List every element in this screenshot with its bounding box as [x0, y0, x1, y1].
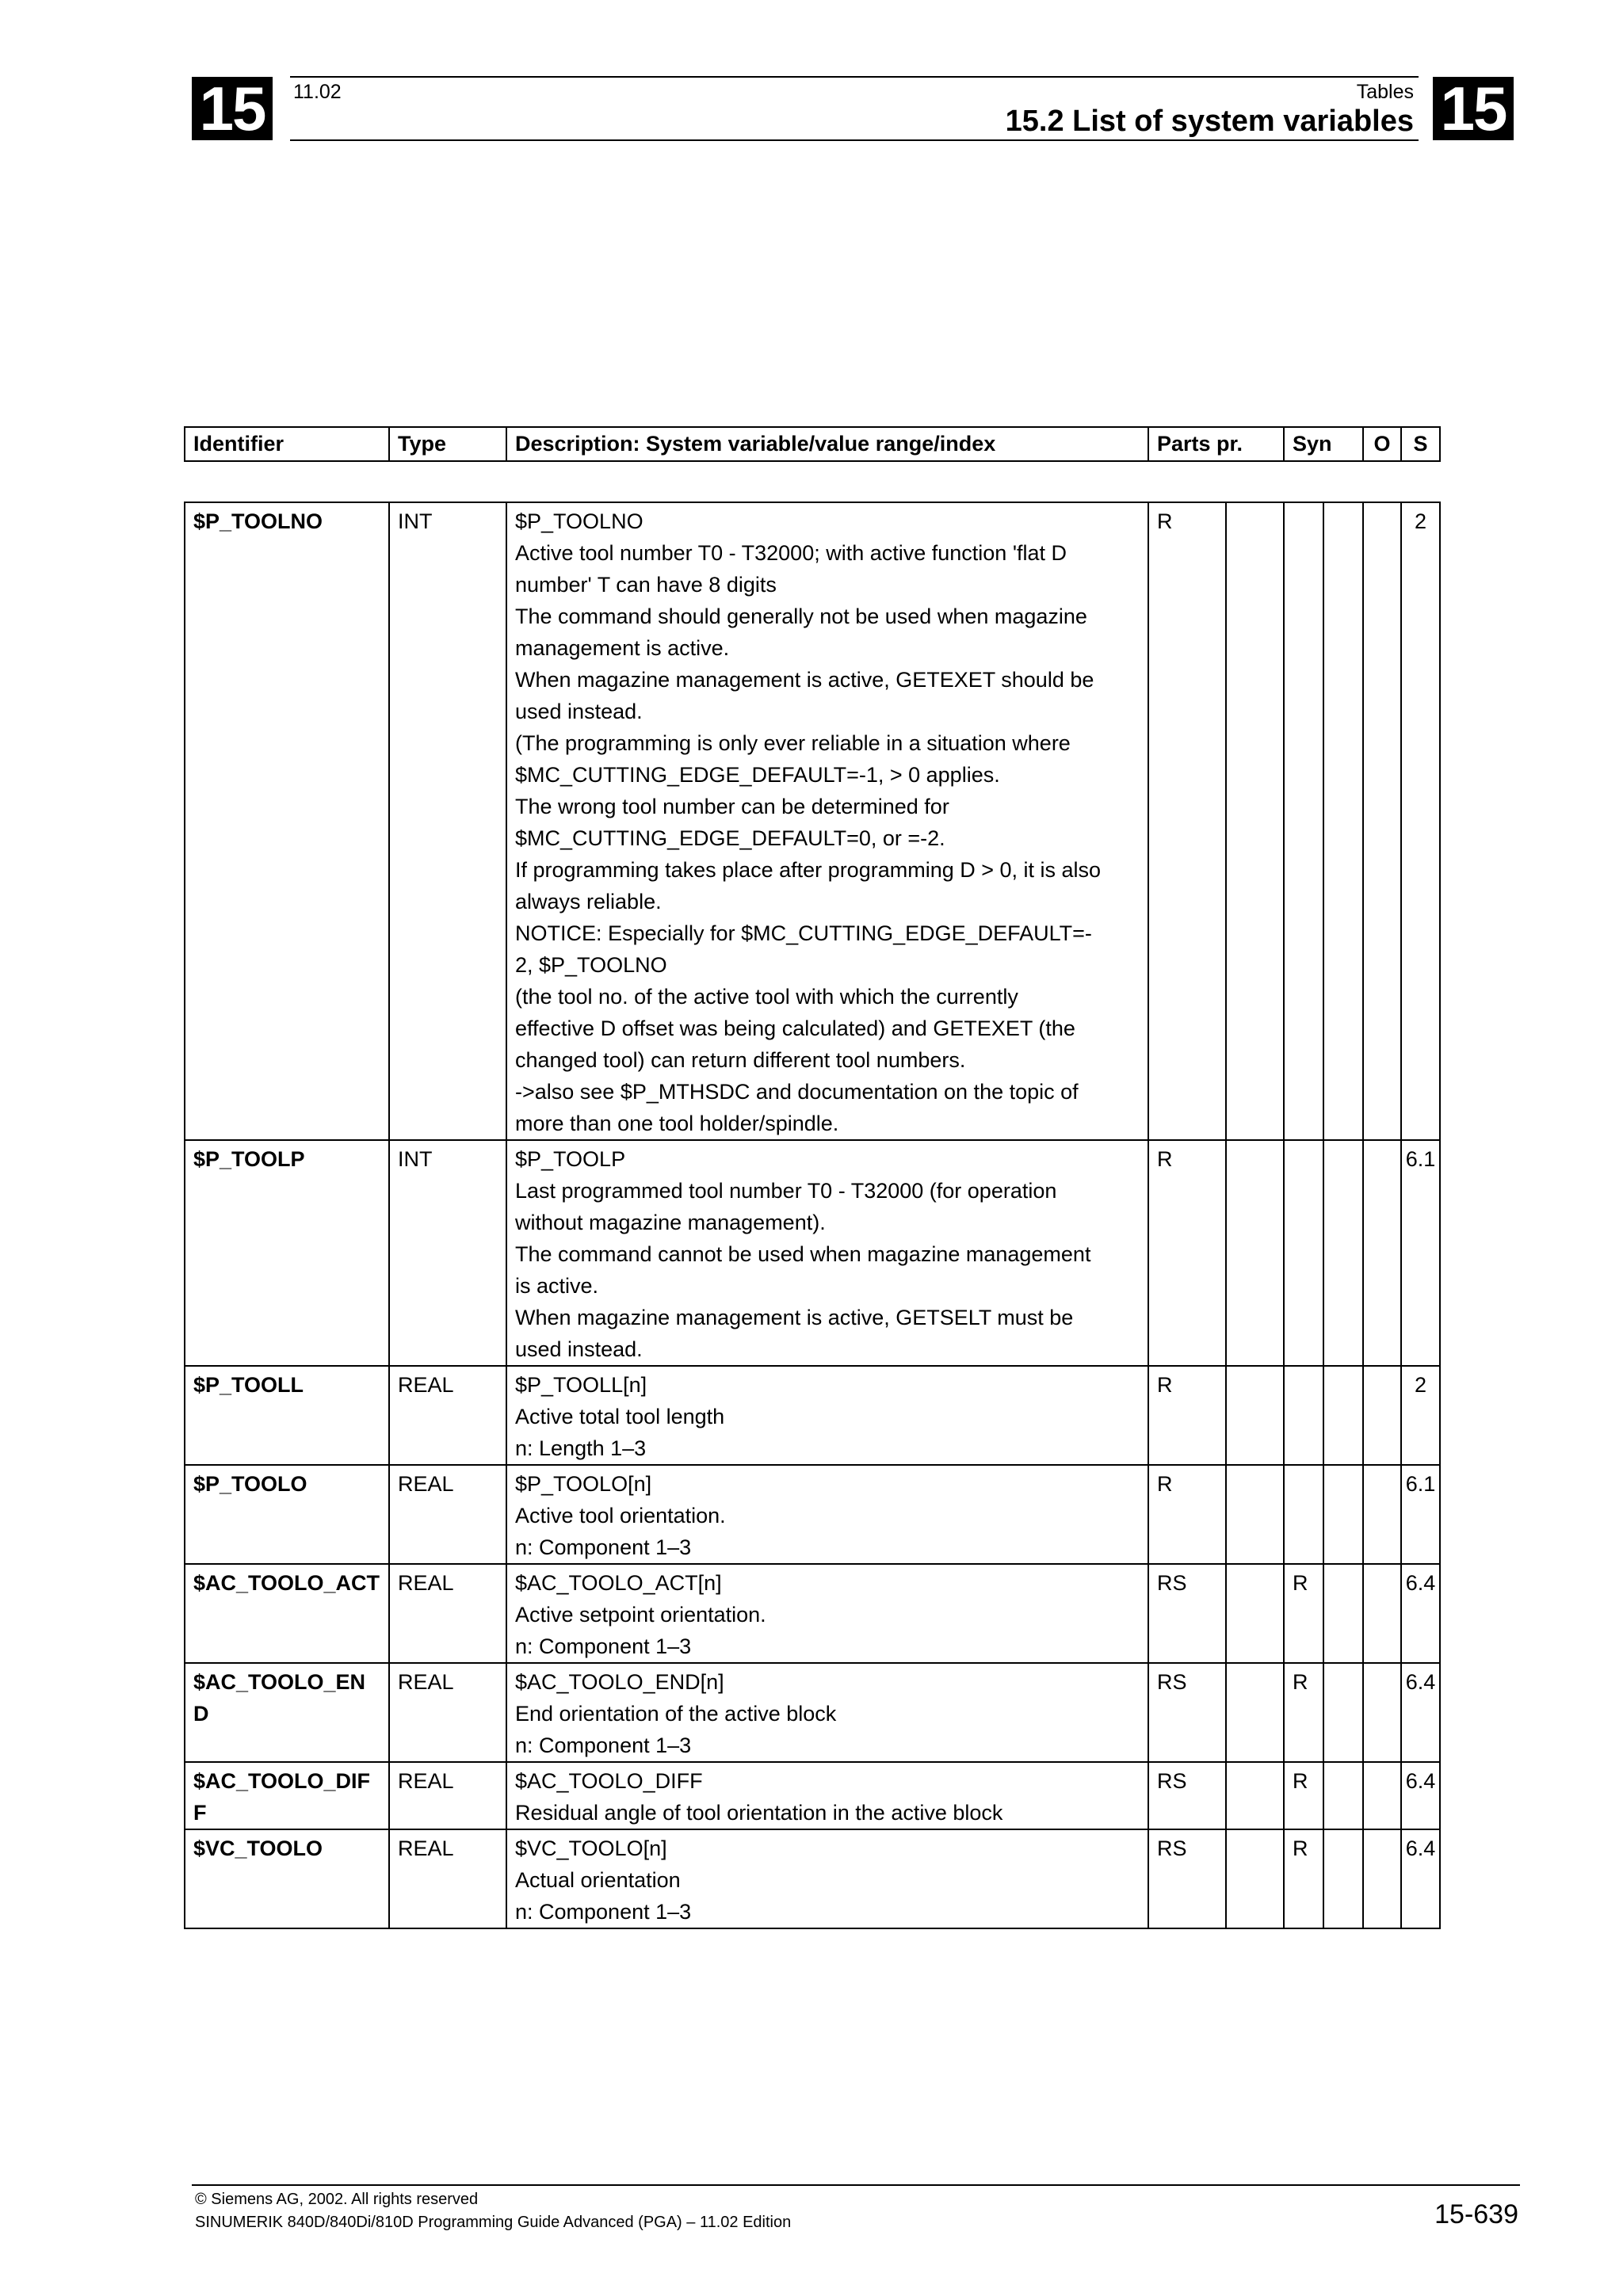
cell-syn-a: [1284, 1366, 1323, 1465]
cell-s: 6.4: [1401, 1663, 1440, 1762]
cell-identifier: $AC_TOOLO_ACT: [185, 1564, 389, 1663]
description-line: Last programmed tool number T0 - T32000 (for operation: [515, 1179, 1057, 1203]
header-date: 11.02: [293, 81, 342, 103]
cell-type: INT: [389, 502, 506, 1140]
description-line: Active tool orientation.: [515, 1504, 726, 1527]
cell-type: REAL: [389, 1829, 506, 1928]
description-line: The command cannot be used when magazine management: [515, 1242, 1091, 1266]
cell-type: INT: [389, 1140, 506, 1366]
cell-syn-a: R: [1284, 1762, 1323, 1829]
description-line: changed tool) can return different tool numbers.: [515, 1048, 966, 1072]
cell-parts-read: RS: [1148, 1564, 1226, 1663]
cell-type: REAL: [389, 1762, 506, 1829]
cell-syn-b: [1323, 1140, 1363, 1366]
cell-parts-write: [1226, 1564, 1284, 1663]
description-line: Active setpoint orientation.: [515, 1603, 766, 1627]
description-line: n: Component 1–3: [515, 1733, 692, 1757]
cell-identifier: $AC_TOOLO_END: [185, 1663, 389, 1762]
system-variables-table: [184, 502, 1441, 1929]
cell-syn-b: [1323, 1829, 1363, 1928]
description-line: $P_TOOLNO: [515, 509, 643, 533]
cell-o: [1363, 1465, 1401, 1564]
description-line: $MC_CUTTING_EDGE_DEFAULT=0, or =-2.: [515, 826, 945, 850]
cell-s: 6.4: [1401, 1564, 1440, 1663]
description-line: is active.: [515, 1274, 599, 1298]
cell-o: [1363, 1829, 1401, 1928]
description-line: always reliable.: [515, 890, 662, 913]
cell-syn-b: [1323, 1663, 1363, 1762]
header-rule-bottom: [290, 139, 1419, 141]
cell-o: [1363, 502, 1401, 1140]
header-section-label: Tables: [1356, 81, 1414, 103]
cell-parts-write: [1226, 1465, 1284, 1564]
description-line: effective D offset was being calculated) and GETEXET (the: [515, 1016, 1075, 1040]
description-line: number' T can have 8 digits: [515, 573, 777, 597]
table-row: [185, 1140, 1440, 1366]
page-title: 15.2 List of system variables: [1005, 105, 1414, 138]
column-header-row: [185, 427, 1440, 461]
description-line: When magazine management is active, GETEXET should be: [515, 668, 1094, 692]
description-line: n: Component 1–3: [515, 1634, 692, 1658]
cell-parts-read: R: [1148, 1465, 1226, 1564]
cell-syn-a: [1284, 1140, 1323, 1366]
cell-description: [506, 1465, 1148, 1564]
description-line: If programming takes place after programming D > 0, it is also: [515, 858, 1102, 882]
cell-description: [506, 1762, 1148, 1829]
column-header-type: Type: [389, 427, 506, 461]
cell-syn-b: [1323, 1762, 1363, 1829]
cell-type: REAL: [389, 1465, 506, 1564]
cell-description: [506, 1829, 1148, 1928]
description-line: NOTICE: Especially for $MC_CUTTING_EDGE_DEFAULT=-: [515, 921, 1092, 945]
cell-parts-write: [1226, 1829, 1284, 1928]
cell-identifier: $P_TOOLO: [185, 1465, 389, 1564]
cell-syn-a: [1284, 502, 1323, 1140]
cell-identifier: $AC_TOOLO_DIFF: [185, 1762, 389, 1829]
description-line: $P_TOOLP: [515, 1147, 626, 1171]
cell-o: [1363, 1366, 1401, 1465]
description-line: $P_TOOLO[n]: [515, 1472, 652, 1496]
cell-s: 6.4: [1401, 1762, 1440, 1829]
description-line: n: Component 1–3: [515, 1535, 692, 1559]
description-line: $MC_CUTTING_EDGE_DEFAULT=-1, > 0 applies.: [515, 763, 1000, 787]
cell-syn-a: R: [1284, 1564, 1323, 1663]
cell-parts-read: RS: [1148, 1762, 1226, 1829]
description-line: Residual angle of tool orientation in the active block: [515, 1801, 1003, 1825]
description-line: $P_TOOLL[n]: [515, 1373, 647, 1397]
description-line: n: Component 1–3: [515, 1900, 692, 1924]
description-line: management is active.: [515, 636, 730, 660]
description-line: Actual orientation: [515, 1868, 681, 1892]
cell-syn-a: [1284, 1465, 1323, 1564]
footer-guide-title: SINUMERIK 840D/840Di/810D Programming Guide Advanced (PGA) – 11.02 Edition: [195, 2214, 792, 2231]
cell-s: 6.4: [1401, 1829, 1440, 1928]
cell-syn-a: R: [1284, 1663, 1323, 1762]
description-line: Active total tool length: [515, 1405, 725, 1428]
cell-description: [506, 1564, 1148, 1663]
cell-parts-write: [1226, 1366, 1284, 1465]
cell-parts-write: [1226, 1762, 1284, 1829]
description-line: $AC_TOOLO_ACT[n]: [515, 1571, 722, 1595]
cell-o: [1363, 1762, 1401, 1829]
footer-copyright: © Siemens AG, 2002. All rights reserved: [195, 2191, 479, 2208]
description-line: 2, $P_TOOLNO: [515, 953, 667, 977]
column-header-parts-pr: Parts pr.: [1148, 427, 1284, 461]
cell-identifier: $P_TOOLNO: [185, 502, 389, 1140]
chapter-number-right: 15: [1433, 77, 1514, 140]
description-line: more than one tool holder/spindle.: [515, 1112, 839, 1135]
cell-type: REAL: [389, 1564, 506, 1663]
cell-description: [506, 1140, 1148, 1366]
cell-parts-write: [1226, 502, 1284, 1140]
cell-description: [506, 502, 1148, 1140]
table-row: [185, 1829, 1440, 1928]
cell-parts-read: R: [1148, 1366, 1226, 1465]
description-line: The wrong tool number can be determined for: [515, 795, 949, 818]
description-line: The command should generally not be used when magazine: [515, 605, 1087, 628]
cell-syn-b: [1323, 502, 1363, 1140]
column-header-syn: Syn: [1284, 427, 1363, 461]
cell-type: REAL: [389, 1663, 506, 1762]
description-line: Active tool number T0 - T32000; with active function 'flat D: [515, 541, 1067, 565]
cell-type: REAL: [389, 1366, 506, 1465]
column-header-table: [184, 426, 1441, 462]
cell-description: [506, 1663, 1148, 1762]
description-line: When magazine management is active, GETSELT must be: [515, 1306, 1074, 1329]
table-row: [185, 1465, 1440, 1564]
cell-parts-read: R: [1148, 502, 1226, 1140]
column-header-identifier: Identifier: [185, 427, 389, 461]
cell-identifier: $P_TOOLL: [185, 1366, 389, 1465]
cell-syn-b: [1323, 1465, 1363, 1564]
system-variables-body: [185, 502, 1440, 1928]
column-header-o: O: [1363, 427, 1401, 461]
cell-identifier: $VC_TOOLO: [185, 1829, 389, 1928]
column-header-s: S: [1401, 427, 1440, 461]
description-line: used instead.: [515, 1337, 643, 1361]
description-line: $VC_TOOLO[n]: [515, 1836, 667, 1860]
cell-syn-a: R: [1284, 1829, 1323, 1928]
table-row: [185, 1366, 1440, 1465]
cell-s: 2: [1401, 502, 1440, 1140]
cell-s: 6.1: [1401, 1140, 1440, 1366]
description-line: End orientation of the active block: [515, 1702, 837, 1726]
table-row: [185, 1663, 1440, 1762]
cell-o: [1363, 1564, 1401, 1663]
cell-s: 6.1: [1401, 1465, 1440, 1564]
cell-syn-b: [1323, 1564, 1363, 1663]
description-line: $AC_TOOLO_DIFF: [515, 1769, 703, 1793]
cell-identifier: $P_TOOLP: [185, 1140, 389, 1366]
cell-parts-read: RS: [1148, 1829, 1226, 1928]
table-row: [185, 502, 1440, 1140]
header-rule-top: [290, 76, 1419, 78]
description-line: (the tool no. of the active tool with which the currently: [515, 985, 1018, 1009]
cell-parts-read: RS: [1148, 1663, 1226, 1762]
description-line: without magazine management).: [515, 1211, 826, 1234]
description-line: ->also see $P_MTHSDC and documentation on the topic of: [515, 1080, 1079, 1104]
description-line: used instead.: [515, 700, 643, 723]
column-header-description: Description: System variable/value range/index: [506, 427, 1148, 461]
cell-s: 2: [1401, 1366, 1440, 1465]
description-line: n: Length 1–3: [515, 1436, 647, 1460]
page-number: 15-639: [1434, 2199, 1518, 2229]
cell-parts-read: R: [1148, 1140, 1226, 1366]
table-row: [185, 1762, 1440, 1829]
cell-syn-b: [1323, 1366, 1363, 1465]
cell-description: [506, 1366, 1148, 1465]
description-line: (The programming is only ever reliable in a situation where: [515, 731, 1071, 755]
footer-rule: [192, 2184, 1520, 2186]
cell-parts-write: [1226, 1663, 1284, 1762]
cell-o: [1363, 1140, 1401, 1366]
cell-o: [1363, 1663, 1401, 1762]
chapter-number-left: 15: [192, 77, 273, 140]
table-row: [185, 1564, 1440, 1663]
cell-parts-write: [1226, 1140, 1284, 1366]
description-line: $AC_TOOLO_END[n]: [515, 1670, 724, 1694]
